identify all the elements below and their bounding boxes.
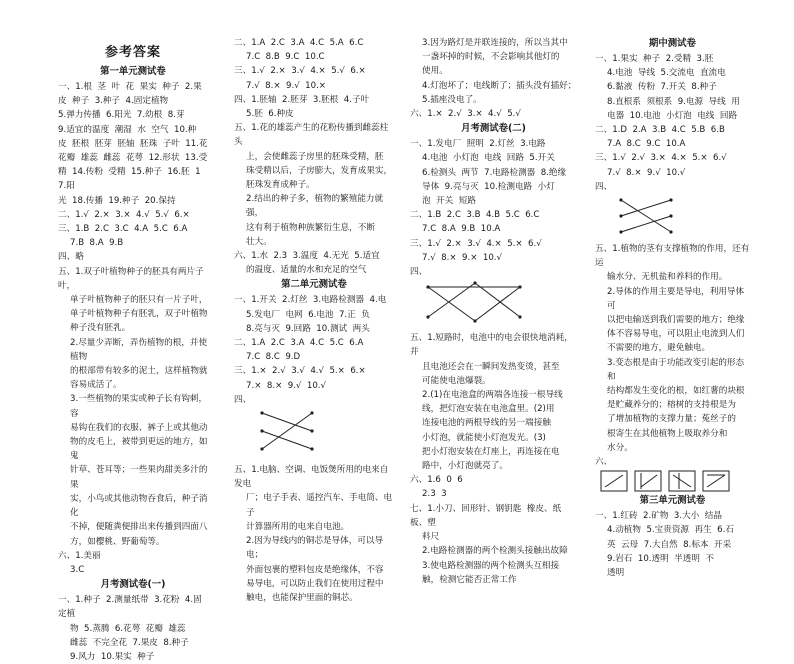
section-title-unit3: 第三单元测试卷 [639,495,706,507]
answer-line: 2.(1)在电池盒的两端各连接一根导线 [422,390,563,401]
answer-line: 体不容易导电，可以阻止电流到人们 [607,329,745,340]
unit2-answers [234,293,394,407]
answer-line: 四、1.胚轴 2.胚芽 3.胚根 4.子叶 [234,94,370,105]
answer-line: 胚珠发育成种子。 [246,180,315,191]
answer-line: 以把电输送到我们需要的地方；绝缘 [607,315,745,326]
connection-diagram-midterm [613,194,683,238]
answer-line: 三、1.B 2.C 3.C 4.A 5.C 6.A [58,224,188,235]
answer-line: 三、1.× 2.√ 3.√ 4.√ 5.× 6.× [234,366,366,377]
monthly1-answers [58,593,208,664]
answer-line: 七、1.小刀、回形针、钢钥匙 橡皮、纸板、塑 [410,503,562,528]
answer-line: 针草、苍耳等；一些果肉甜美多汁的果 [70,465,208,490]
answer-line: 8.直根系 须根系 9.电源 导线 用 [607,96,740,107]
answer-line: 三、1.√ 2.× 3.√ 4.× 5.√ 6.× [234,66,366,77]
answer-line: 7.√ 8.× 9.√ 10.× [246,80,327,91]
answer-line: 二、1.A 2.C 3.A 4.C 5.A 6.C [234,38,364,48]
answer-line: 3.因为路灯是并联连接的，所以当其中 [422,38,568,48]
answer-line: 线，把灯泡安装在电池盒里。(2)用 [422,404,555,415]
connect-line [621,200,671,232]
column-3 [410,36,577,587]
answer-line: 一、1.种子 2.测量纸带 3.花粉 4.固定植 [58,595,202,620]
box [635,471,661,491]
answer-line: 7.C 8.B 9.C 10.C [246,52,325,63]
answer-line: 3.C [70,564,85,575]
answer-line: 五、1.植物的茎有支撑植物的作用，还有运 [595,244,750,269]
answer-line: 2.因为导线内的铜芯是导体，可以导电； [246,536,384,561]
answer-line: 是贮藏养分的；榕树的支持根是为 [607,400,736,411]
answer-line: 六、1.美丽 [58,550,101,561]
answer-line: 输水分、无机盐和养料的作用。 [607,272,728,283]
answer-line: 导体 9.亮与灭 10.检测电路 小灯 [422,181,555,192]
answer-line: 外面包裹的塑料包皮是绝缘体，不容 [246,564,384,575]
answer-line: 花瓣 雄蕊 雌蕊 花萼 12.形状 13.受 [58,153,208,164]
answer-line: 不掉，便随粪便排出来传播到四面八 [70,522,208,533]
answer-line: 2.结出的种子多，植物的繁殖能力就强， [246,194,384,219]
answer-line: 二、1.B 2.C 3.B 4.B 5.C 6.C [410,210,540,221]
answer-line: 物的皮毛上，被带到更远的地方，如鬼 [70,437,208,462]
unit3-answers [595,509,750,580]
answer-line: 一、1.发电厂 照明 2.灯丝 3.电路 [410,139,546,150]
answer-line: 二、1.A 2.C 3.A 4.C 5.C 6.A [234,338,364,349]
answer-line: 2.3 3 [422,489,447,500]
answer-line: 9.风力 10.果实 种子 [70,651,155,662]
answer-line: 五、1.双子叶植物种子的胚具有两片子叶， [58,266,204,291]
answer-line: 7.C 8.C 9.D [246,352,301,363]
answer-line: 根寄生在其他植物上吸取养分和 [607,428,728,439]
answer-line: 六、 [595,457,613,468]
answer-line: 的温度、适量的水和充足的空气 [246,265,367,276]
page-title: 参考答案 [104,45,161,60]
answer-line: 7.√ 8.× 9.√ 10.√ [607,167,686,178]
unit1-answers [58,80,208,577]
answer-line: 二、1.√ 2.× 3.× 4.√ 5.√ 6.× [58,209,190,220]
answer-line: 光 18.传播 19.种子 20.保持 [58,195,176,206]
unit2-answers-cont [234,463,394,605]
answer-line: 泡 开关 短路 [422,196,476,207]
answer-line: 五、1.花的雄蕊产生的花粉传播到雌蕊柱头 [234,123,389,148]
answer-line: 5.胚 6.种皮 [246,109,294,120]
section-title-midterm: 期中测试卷 [649,38,696,49]
answer-line: 触电，也能保护里面的铜芯。 [246,592,358,603]
answer-line: 一、1.根 茎 叶 花 果实 种子 2.果 [58,82,202,92]
connect-line [475,283,520,317]
answer-line: 三、1.√ 2.× 3.√ 4.× 5.× 6.√ [410,238,542,249]
answer-line: 精 14.传粉 受精 15.种子 16.胚 17.阳 [58,167,201,192]
answer-line: 6.黏液 传粉 7.开关 8.种子 [607,82,717,93]
answer-line: 计算器所用的电来自电池。 [246,521,350,532]
answer-line: 一盏坏掉的时候，不会影响其他灯的 [422,52,560,63]
answer-line: 四、 [595,181,613,192]
answer-line: 7.A 8.C 9.C 10.A [607,139,686,150]
connect-line [475,287,520,321]
answer-line: 的根部带有较多的泥土，这样植物就 [70,366,208,377]
answer-line: 厂；电子手表、遥控汽车、手电筒、电子 [246,493,393,518]
unit2-answers-end [410,36,577,121]
answer-line: 连接电池的两根导线的另一端接触 [422,418,551,429]
answer-line: 7.C 8.A 9.B 10.A [422,224,501,235]
answer-line: 五、1.电脑、空调、电饭煲所用的电来自发电 [234,465,389,490]
answer-line: 四、 [410,267,428,278]
answer-line: 2.尽量少弄断，弄伤植物的根，并使植物 [70,337,208,362]
answer-line: 水分。 [607,442,633,453]
section-title-monthly2: 月考测试卷(二) [461,123,526,135]
answer-line: 3.使电路检测器的两个检测头互相接 [422,560,560,571]
section-title-unit2: 第二单元测试卷 [281,279,347,291]
box-line [641,475,657,487]
answer-line: 不需要的地方，避免触电。 [607,343,711,354]
connect-line [621,200,671,216]
connect-line [428,283,475,317]
answer-line: 把小灯泡安装在灯座上，再连接在电 [422,446,560,457]
answer-line: 六、1.水 2.3 3.温度 4.无光 5.适宜 [234,251,380,262]
answer-line: 英 云母 7.大自然 8.标本 开采 [607,539,732,550]
connection-diagram-unit2 [250,407,330,457]
section-title-unit1: 第一单元测试卷 [100,66,166,77]
column-1 [58,36,208,664]
answer-line: 物 5.蒸腾 6.花萼 花瓣 雄蕊 [70,623,186,634]
answer-line: 透明 [607,568,625,579]
midterm-answers-cont [595,242,750,469]
answer-line: 易导电，可以防止我们在使用过程中 [246,578,384,589]
answer-line: 5.插座没电了。 [422,94,482,105]
answer-line: 3.变态根是由于功能改变引起的形态和 [607,357,745,382]
answer-line: 一、1.果实 种子 2.受精 3.胚 [595,54,714,64]
answer-line: 使用。 [422,66,448,77]
answer-line: 雌蕊 不完全花 7.果皮 8.种子 [70,637,189,648]
answer-line: 六、1.6 0 6 [410,475,463,486]
answer-line: 7.√ 8.× 9.× 10.√ [422,252,503,263]
answer-line: 五、1.短路时，电池中的电会很快地消耗，并 [410,333,573,358]
answer-line: 8.亮与灭 9.回路 10.测试 两头 [246,323,370,334]
answer-line: 可能使电池爆裂。 [422,375,491,386]
box-line [605,475,623,487]
answer-line: 路中，小灯泡就亮了。 [422,461,508,472]
answer-line: 实，小鸟或其他动物吞食后，种子消化 [70,493,208,519]
column-2 [234,36,394,605]
box-line [673,475,691,487]
answer-line: 结构都发生变化的根，如红薯的块根 [607,386,745,397]
answer-line: 六、1.× 2.√ 3.× 4.√ 5.√ [410,109,521,120]
answer-line: 了增加植物的支撑力量；菟丝子的 [607,414,736,425]
answer-line: 容易成活了。 [70,380,122,391]
answer-line: 2.导体的作用主要是导电，利用导体可 [607,286,745,311]
monthly1-answers-cont [234,36,394,277]
answer-line: 9.适宜的温度 潮湿 水 空气 10.种 [58,124,197,135]
answer-line: 4.电池 导线 5.交流电 直流电 [607,68,726,79]
connect-line [428,287,475,321]
section-title-monthly1: 月考测试卷(一) [100,579,166,591]
answer-line: 4.动植物 5.宝贵资源 再生 6.石 [607,525,734,536]
answer-line: 小灯泡，就能使小灯泡发光。(3) [422,432,546,443]
answer-line: 壮大。 [246,236,272,247]
answer-line: 4.灯泡坏了；电线断了；插头没有插好； [422,80,577,91]
answer-line: 单子叶植物种子有胚乳，双子叶植物 [70,309,208,320]
answer-line: 这有利于植物种族繁衍生息，不断 [246,222,375,233]
answer-line: 5.弹力传播 6.阳光 7.幼根 8.芽 [58,110,185,121]
answer-line: 9.岩石 10.透明 半透明 不 [607,553,715,564]
circuit-boxes-diagram [599,469,734,493]
answer-line: 易钩在我们的衣服、裤子上或其他动 [70,422,208,433]
answer-line: 电器 10.电池 小灯泡 电线 回路 [607,110,738,121]
connect-line [262,431,312,449]
box-line [707,475,725,487]
answer-line: 触，检测它能否正常工作 [422,574,517,585]
answer-line: 二、1.D 2.A 3.B 4.C 5.B 6.B [595,125,725,136]
answer-line: 四、略 [58,252,84,263]
connect-line [262,413,312,449]
answer-line: 上，会使雌蕊子房里的胚珠受精，胚 [246,151,384,162]
column-4 [595,36,750,580]
connect-line [262,413,312,431]
answer-line: 6.检测头 两节 7.电路检测器 8.绝缘 [422,167,567,178]
connect-line [621,216,671,232]
answer-line: 2.电路检测器的两个检测头接触出故障 [422,546,568,557]
answer-line: 且电池还会在一瞬间发热变烫，甚至 [422,361,560,372]
answer-line: 皮 胚根 胚芽 胚轴 胚珠 子叶 11.花 [58,138,208,149]
answer-line: 3.一些植物的果实或种子长有钩刺，容 [70,394,208,419]
answer-line: 7.× 8.× 9.√ 10.√ [246,380,327,391]
answer-line: 三、1.√ 2.√ 3.× 4.× 5.× 6.√ [595,153,727,164]
answer-line: 一、1.开关 2.灯丝 3.电路检测器 4.电 [234,295,387,306]
answer-line: 4.电池 小灯泡 电线 回路 5.开关 [422,153,555,164]
answer-line: 7.B 8.A 9.B [70,238,124,249]
answer-line: 方，如樱桃、野葡萄等。 [70,536,165,547]
midterm-answers [595,52,750,194]
answer-line: 四、 [234,394,252,405]
answer-line: 单子叶植物种子的胚只有一片子叶， [70,295,208,306]
answer-line: 一、1.红砖 2.矿物 3.大小 结晶 [595,511,722,522]
answer-line: 皮 种子 3.种子 4.固定植物 [58,96,169,107]
answer-line: 料尺 [422,532,440,543]
answer-line: 种子没有胚乳。 [70,323,131,334]
monthly2-answers [410,137,577,279]
connection-diagram-monthly2 [420,279,530,327]
monthly2-answers-cont [410,331,577,587]
answer-line: 5.发电厂 电网 6.电池 7.正 负 [246,309,370,320]
answer-line: 珠受精以后，子房膨大，发育成果实， [246,165,393,176]
